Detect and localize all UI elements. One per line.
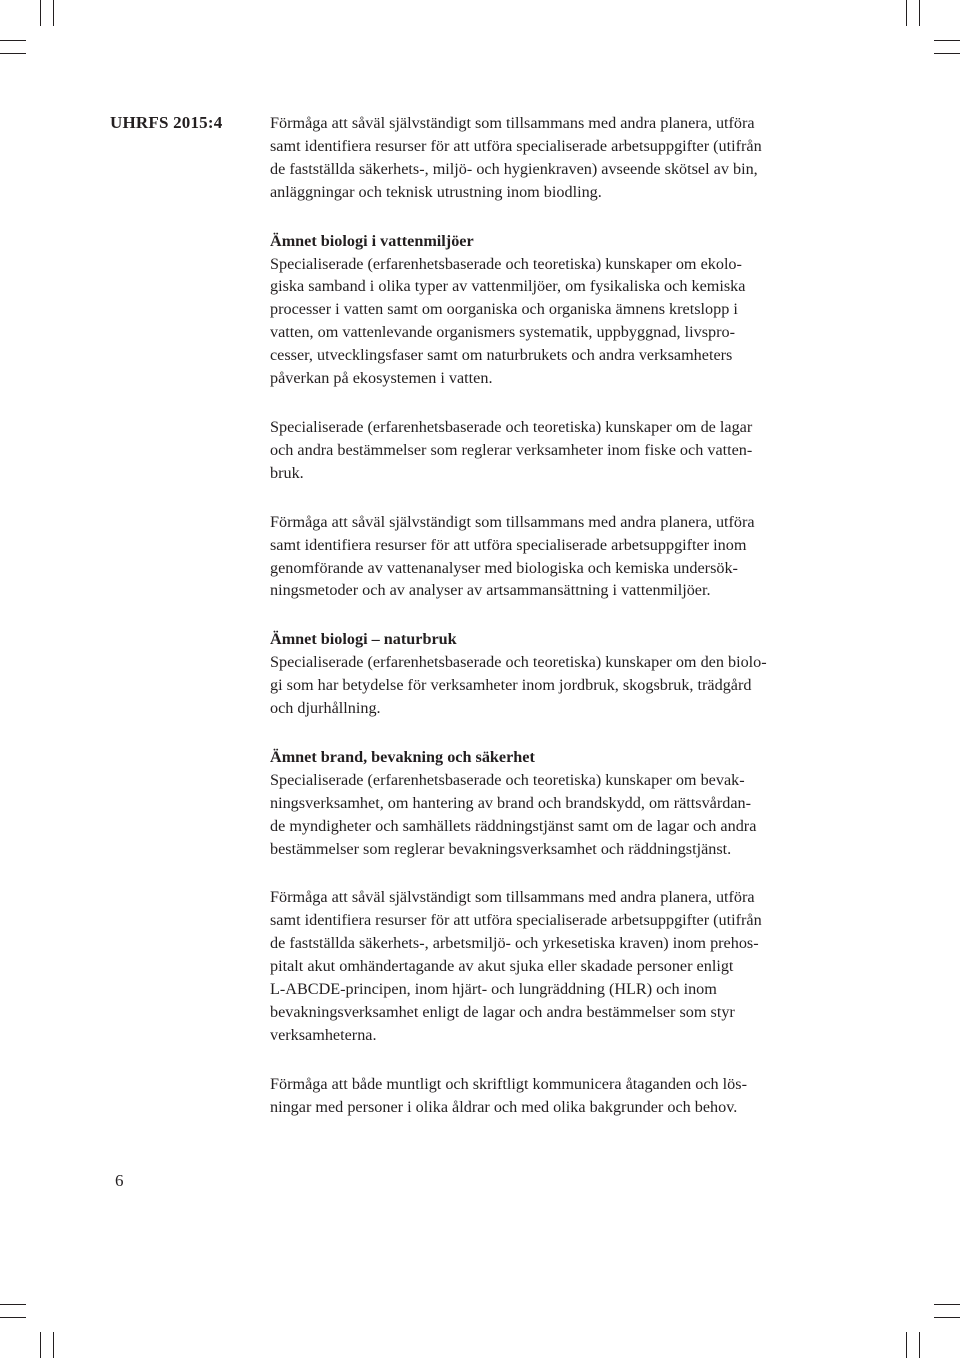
- text-line: och andra bestämmelser som reglerar verksamheter inom fiske och vatten-: [270, 440, 753, 459]
- text-line: gi som har betydelse för verksamheter inom jordbruk, skogsbruk, trädgård: [270, 676, 752, 695]
- crop-mark: [40, 1332, 41, 1358]
- crop-mark: [53, 0, 54, 26]
- crop-mark: [0, 1317, 26, 1318]
- text-line: vatten, om vattenlevande organismers systematik, uppbyggnad, livspro-: [270, 323, 735, 342]
- text-line: samt identifiera resurser för att utföra specialiserade arbetsuppgifter inom: [270, 535, 747, 554]
- section-biology-aquatic: [270, 230, 815, 390]
- text-line: verksamheterna.: [270, 1025, 377, 1044]
- body-text: [270, 112, 815, 1145]
- text-line: bruk.: [270, 463, 304, 482]
- text-line: Specialiserade (erfarenhetsbaserade och teoretiska) kunskaper om ekolo-: [270, 254, 742, 273]
- crop-mark: [906, 1332, 907, 1358]
- text-line: de fastställda säkerhets-, miljö- och hygienkraven) avseende skötsel av bin,: [270, 159, 758, 178]
- text-line: Specialiserade (erfarenhetsbaserade och teoretiska) kunskaper om de lagar: [270, 417, 753, 436]
- text-line: ningar med personer i olika åldrar och med olika bakgrunder och behov.: [270, 1097, 738, 1116]
- text-line: cesser, utvecklingsfaser samt om naturbrukets och andra verksamheters: [270, 346, 733, 365]
- crop-mark: [934, 1317, 960, 1318]
- text-line: bestämmelser som reglerar bevakningsverksamhet och räddningstjänst.: [270, 839, 732, 858]
- crop-mark: [906, 0, 907, 26]
- text-line: processer i vatten samt om oorganiska och organiska ämnens kretslopp i: [270, 300, 738, 319]
- section-heading: Ämnet brand, bevakning och säkerhet: [270, 747, 535, 766]
- text-line: genomförande av vattenanalyser med biologiska och kemiska undersök-: [270, 558, 738, 577]
- page-number: 6: [115, 1171, 124, 1190]
- text-line: Specialiserade (erfarenhetsbaserade och teoretiska) kunskaper om den biolo-: [270, 653, 767, 672]
- paragraph-beekeeping-skills: [270, 112, 815, 204]
- crop-mark: [0, 1304, 26, 1305]
- text-line: samt identifiera resurser för att utföra specialiserade arbetsuppgifter (utifrån: [270, 911, 762, 930]
- text-line: ningsverksamhet, om hantering av brand och brandskydd, om rättsvårdan-: [270, 793, 752, 812]
- text-line: de fastställda säkerhets-, arbetsmiljö- och yrkesetiska kraven) inom prehos-: [270, 934, 759, 953]
- crop-mark: [919, 1332, 920, 1358]
- text-line: Förmåga att såväl självständigt som tillsammans med andra planera, utföra: [270, 888, 755, 907]
- document-identifier: UHRFS 2015:4: [110, 113, 223, 132]
- text-line: anläggningar och teknisk utrustning inom biodling.: [270, 182, 602, 201]
- text-line: samt identifiera resurser för att utföra specialiserade arbetsuppgifter (utifrån: [270, 136, 762, 155]
- text-line: och djurhållning.: [270, 699, 381, 718]
- text-line: L-ABCDE-principen, inom hjärt- och lungräddning (HLR) och inom: [270, 980, 717, 999]
- text-line: Specialiserade (erfarenhetsbaserade och teoretiska) kunskaper om bevak-: [270, 770, 745, 789]
- paragraph-communication: [270, 1073, 815, 1119]
- section-fire-security: [270, 746, 815, 861]
- crop-mark: [934, 1304, 960, 1305]
- text-line: Förmåga att såväl självständigt som tillsammans med andra planera, utföra: [270, 512, 755, 531]
- paragraph-emergency-care: [270, 886, 815, 1046]
- crop-mark: [934, 40, 960, 41]
- paragraph-water-analysis: [270, 511, 815, 603]
- text-line: Förmåga att både muntligt och skriftligt kommunicera åtaganden och lös-: [270, 1074, 747, 1093]
- section-biology-natural-resources: [270, 628, 815, 720]
- text-line: ningsmetoder och av analyser av artsammansättning i vattenmiljöer.: [270, 581, 711, 600]
- text-line: de myndigheter och samhällets räddningstjänst samt om de lagar och andra: [270, 816, 757, 835]
- section-heading: Ämnet biologi – naturbruk: [270, 630, 457, 649]
- text-line: giska samband i olika typer av vattenmiljöer, om fysikaliska och kemiska: [270, 277, 746, 296]
- crop-mark: [40, 0, 41, 26]
- section-heading: Ämnet biologi i vattenmiljöer: [270, 231, 474, 250]
- text-line: påverkan på ekosystemen i vatten.: [270, 369, 493, 388]
- crop-mark: [0, 40, 26, 41]
- crop-mark: [0, 53, 26, 54]
- crop-mark: [934, 53, 960, 54]
- crop-mark: [919, 0, 920, 26]
- text-line: pitalt akut omhändertagande av akut sjuka eller skadade personer enligt: [270, 957, 734, 976]
- crop-mark: [53, 1332, 54, 1358]
- paragraph-fishing-laws: [270, 416, 815, 485]
- text-line: Förmåga att såväl självständigt som tillsammans med andra planera, utföra: [270, 114, 755, 132]
- text-line: bevakningsverksamhet enligt de lagar och andra bestämmelser som styr: [270, 1003, 735, 1021]
